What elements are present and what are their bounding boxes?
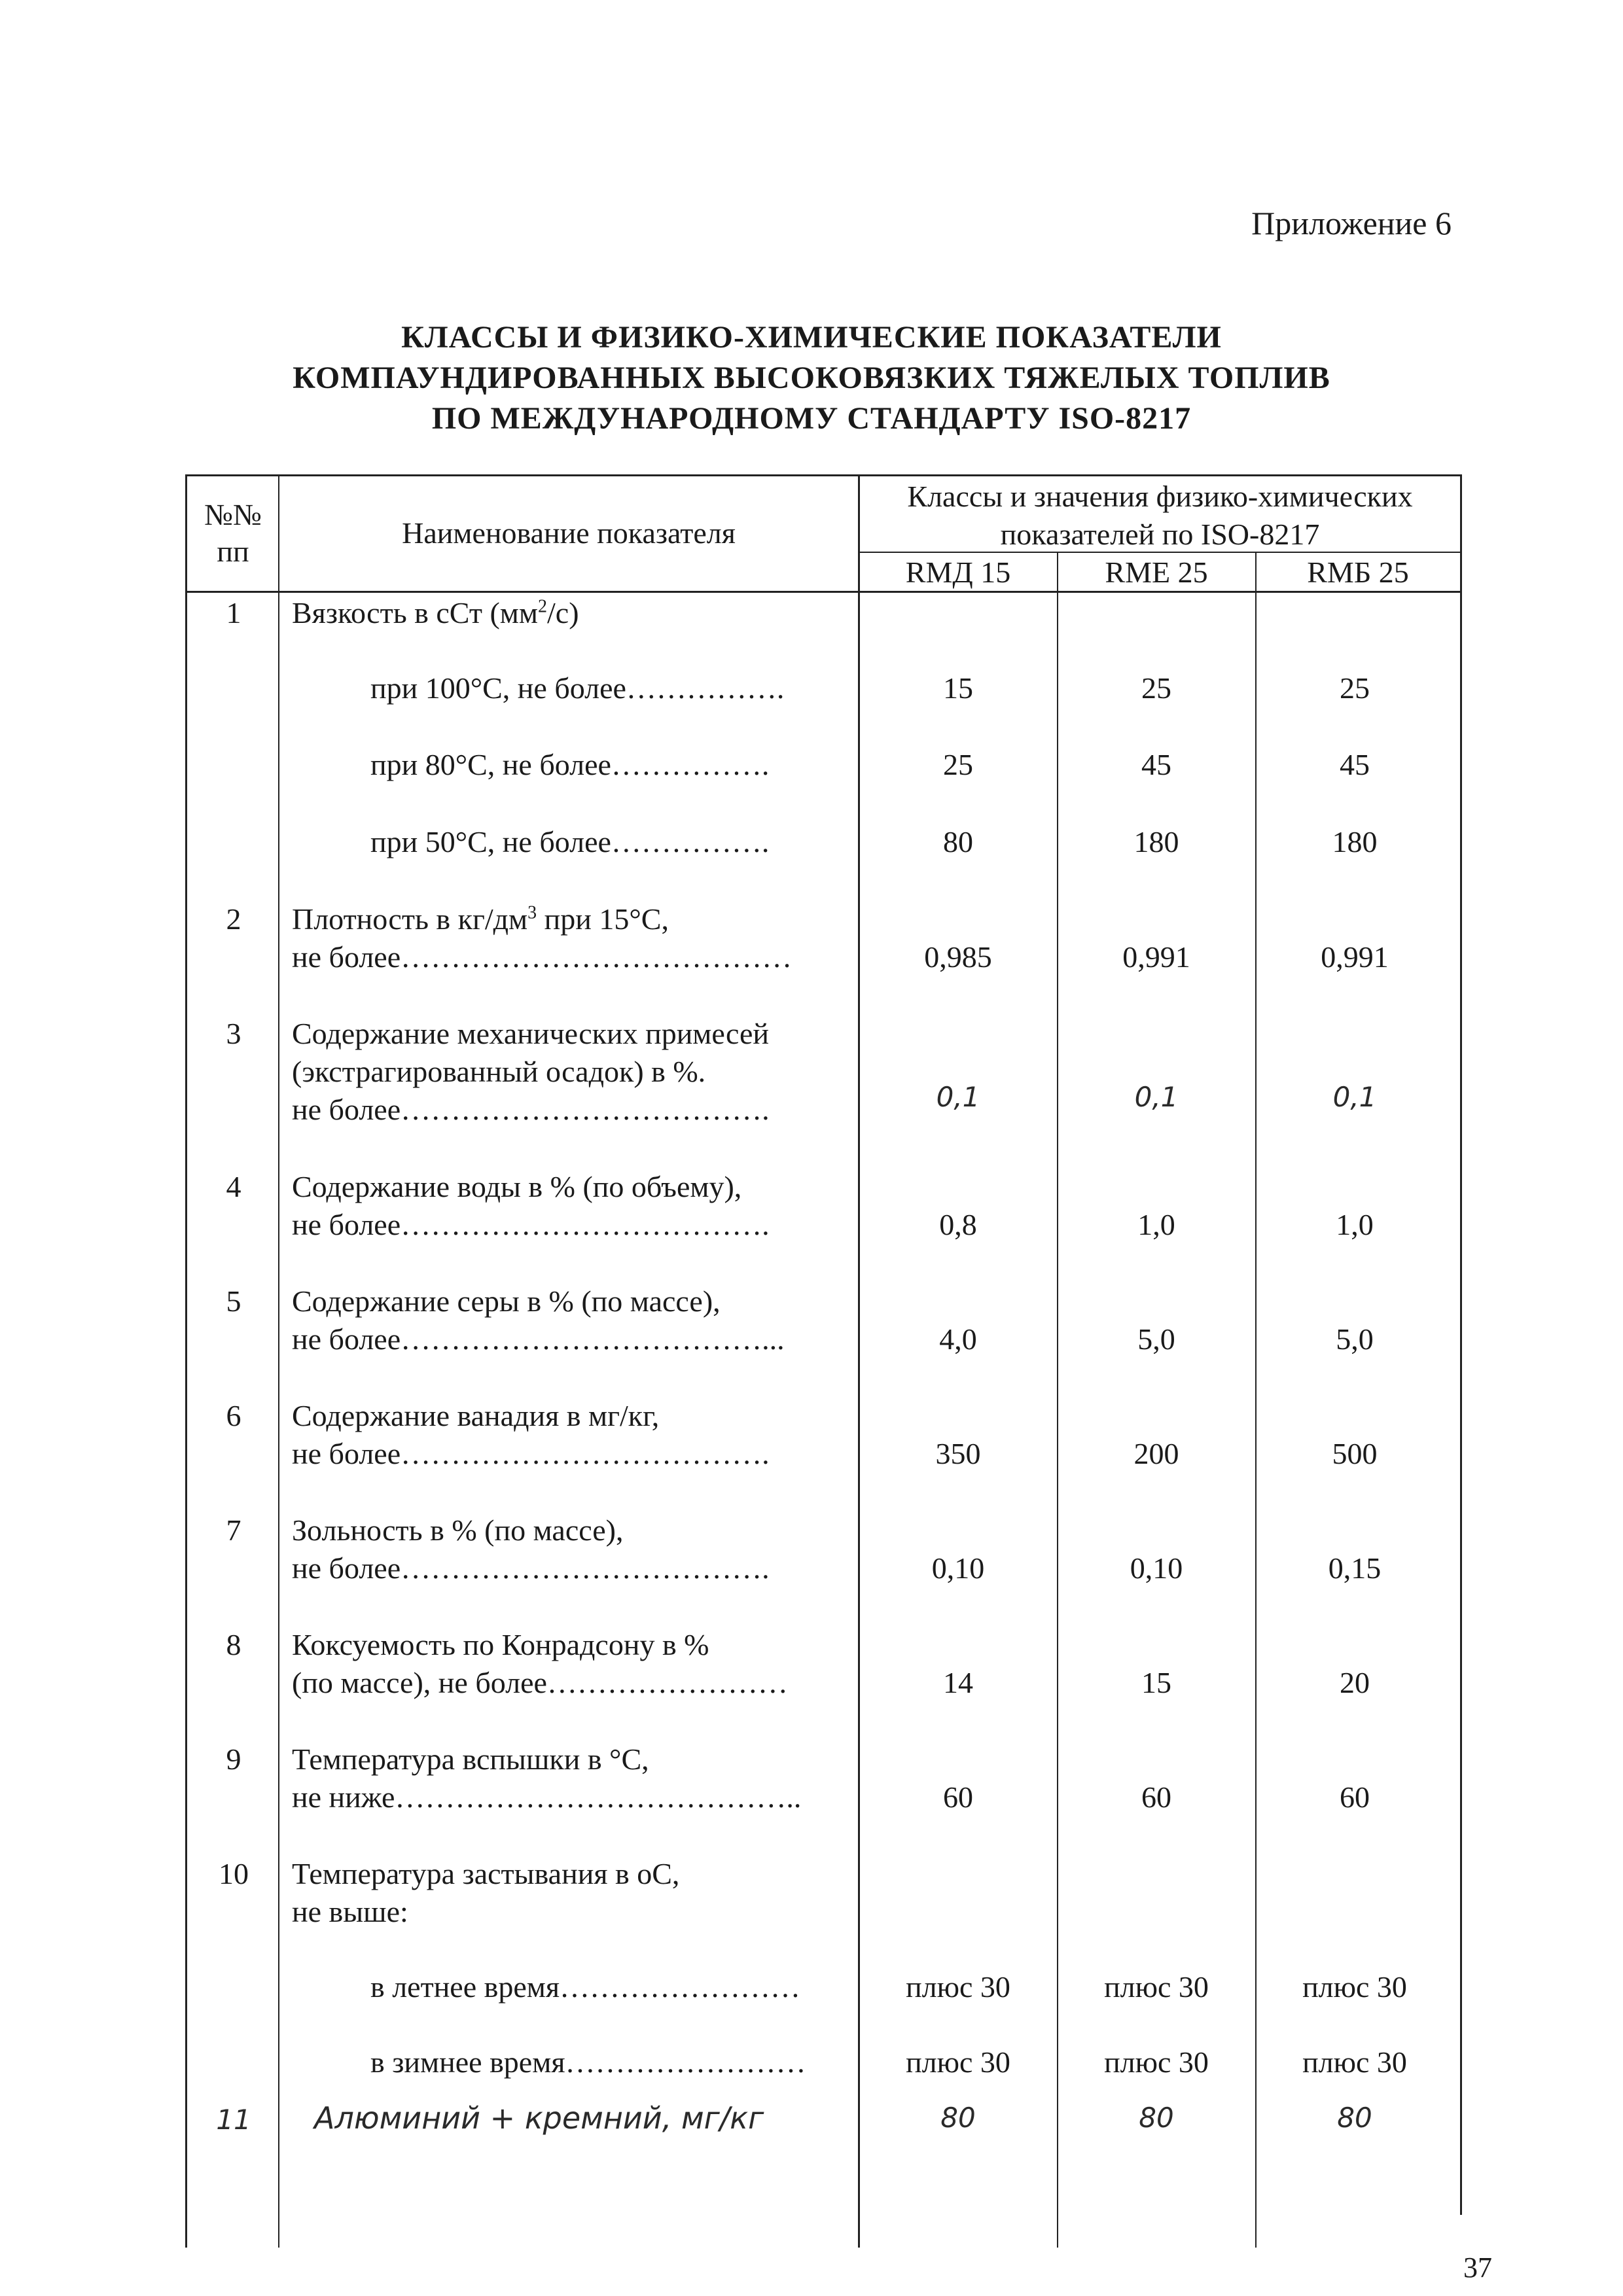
row-label-line: не более………………………………… (292, 940, 793, 974)
handwritten-row-number: 11 (216, 2104, 251, 2136)
class-rmd15-header: RMД 15 (905, 556, 1011, 589)
handwritten-row-label: Алюминий + кремний, мг/кг (314, 2100, 764, 2136)
value-cell: 200 (1133, 1437, 1179, 1470)
title-line-3: ПО МЕЖДУНАРОДНОМУ СТАНДАРТУ ISO-8217 (431, 401, 1192, 436)
row-label-line: не более………………………………. (292, 1208, 770, 1241)
value-cell: плюс 30 (1302, 2045, 1407, 2079)
table-top-border (185, 474, 1461, 476)
handwritten-value: 0,1 (1134, 1081, 1179, 1113)
page-number: 37 (1463, 2252, 1492, 2284)
value-cell: 14 (943, 1666, 973, 1699)
row-label-line: не более………………………………. (292, 1437, 770, 1470)
value-cell: 15 (1141, 1666, 1171, 1699)
value-cell: 1,0 (1336, 1208, 1374, 1241)
value-cell: 25 (1141, 671, 1171, 705)
handwritten-value: 80 (1337, 2102, 1372, 2134)
row-label-line: Температура вспышки в °С, (292, 1742, 649, 1776)
value-cell: 350 (935, 1437, 981, 1470)
appendix-label: Приложение 6 (1251, 205, 1452, 241)
classes-header-divider (858, 552, 1461, 553)
value-cell: плюс 30 (1104, 1970, 1209, 2004)
value-cell: 4,0 (939, 1322, 977, 1356)
value-cell: 15 (943, 671, 973, 705)
value-cell: 500 (1332, 1437, 1378, 1470)
value-cell: плюс 30 (906, 2045, 1010, 2079)
value-cell: 0,991 (1321, 940, 1389, 974)
value-cell: 60 (1340, 1780, 1370, 1814)
handwritten-value: 0,1 (1332, 1081, 1377, 1113)
sub-row-label: при 100°С, не более……………. (370, 671, 785, 705)
row-label-line: Содержание воды в % (по объему), (292, 1170, 742, 1203)
sub-row-label: при 80°С, не более……………. (370, 748, 770, 781)
title-line-1: КЛАССЫ И ФИЗИКО-ХИМИЧЕСКИЕ ПОКАЗАТЕЛИ (401, 320, 1222, 355)
class-rmb25-header: RMБ 25 (1307, 556, 1409, 589)
row-label-line: не более………………………………. (292, 1093, 770, 1126)
value-cell: 45 (1141, 748, 1171, 781)
row-label: Вязкость в сСт $(мм^2/с)$ (292, 596, 579, 629)
value-cell: 180 (1133, 825, 1179, 858)
value-cell: плюс 30 (1302, 1970, 1407, 2004)
row-label-line: (экстрагированный осадок) в %. (292, 1055, 706, 1088)
row-number: 7 (226, 1513, 241, 1547)
row-label-line: Зольность в % (по массе), (292, 1513, 624, 1547)
value-cell: 0,8 (939, 1208, 977, 1241)
value-cell: 1,0 (1137, 1208, 1175, 1241)
row-number: 1 (226, 596, 241, 629)
table-right-border (1460, 474, 1462, 2215)
value-cell: 60 (943, 1780, 973, 1814)
row-number: 9 (226, 1742, 241, 1776)
value-cell: 0,991 (1122, 940, 1190, 974)
row-number: 2 (226, 902, 241, 936)
num-header-line-2: пп (217, 535, 249, 568)
row-number: 6 (226, 1399, 241, 1432)
class-rme25-header: RME 25 (1105, 556, 1208, 589)
name-column-header: Наименование показателя (402, 516, 736, 550)
row-number: 8 (226, 1628, 241, 1661)
handwritten-value: 80 (940, 2102, 976, 2134)
row-label-line: не ниже………………………………….. (292, 1780, 802, 1814)
classes-header-line-2: показателей по ISO-8217 (1000, 518, 1320, 551)
value-cell: плюс 30 (906, 1970, 1010, 2004)
sub-row-label: в летнее время…………………… (370, 1970, 801, 2004)
row-number: 3 (226, 1017, 241, 1050)
row-label-line: Содержание ванадия в мг/кг, (292, 1399, 660, 1432)
value-cell: 0,10 (931, 1551, 985, 1585)
sub-row-label: при 50°С, не более……………. (370, 825, 770, 858)
value-cell: 45 (1340, 748, 1370, 781)
row-number: 10 (219, 1857, 249, 1890)
value-cell: 5,0 (1137, 1322, 1175, 1356)
value-cell: 180 (1332, 825, 1378, 858)
num-column-divider (278, 474, 279, 2248)
title-line-2: КОМПАУНДИРОВАННЫХ ВЫСОКОВЯЗКИХ ТЯЖЕЛЫХ ТОПЛИВ (293, 361, 1330, 395)
value-cell: 0,985 (924, 940, 992, 974)
row-label-line: не выше: (292, 1895, 408, 1928)
row-label-line: Содержание механических примесей (292, 1017, 769, 1050)
row-label-line: Коксуемость по Конрадсону в % (292, 1628, 709, 1661)
value-cell: 25 (943, 748, 973, 781)
num-header-line-1: №№ (204, 498, 262, 531)
value-cell: 5,0 (1336, 1322, 1374, 1356)
sub-row-label: в зимнее время…………………… (370, 2045, 806, 2079)
header-bottom-border (185, 591, 1461, 593)
value-cell: 25 (1340, 671, 1370, 705)
row-label-line: (по массе), не более…………………… (292, 1666, 788, 1699)
value-cell: 0,15 (1328, 1551, 1382, 1585)
table-left-border (185, 474, 187, 2248)
value-cell: 60 (1141, 1780, 1171, 1814)
row-label-line: не более………………………………... (292, 1322, 785, 1356)
row-number: 5 (226, 1284, 241, 1318)
value-cell: плюс 30 (1104, 2045, 1209, 2079)
row-number: 4 (226, 1170, 241, 1203)
row-label: Плотность в $кг/дм^3$ при 15°С, (292, 902, 669, 936)
handwritten-value: 80 (1139, 2102, 1174, 2134)
value-cell: 20 (1340, 1666, 1370, 1699)
value-cell: 80 (943, 825, 973, 858)
handwritten-value: 0,1 (936, 1081, 980, 1113)
row-label-line: Температура застывания в оС, (292, 1857, 680, 1890)
row-label-line: Содержание серы в % (по массе), (292, 1284, 721, 1318)
classes-header-line-1: Классы и значения физико-химических (907, 480, 1413, 513)
row-label-line: не более………………………………. (292, 1551, 770, 1585)
value-cell: 0,10 (1130, 1551, 1183, 1585)
